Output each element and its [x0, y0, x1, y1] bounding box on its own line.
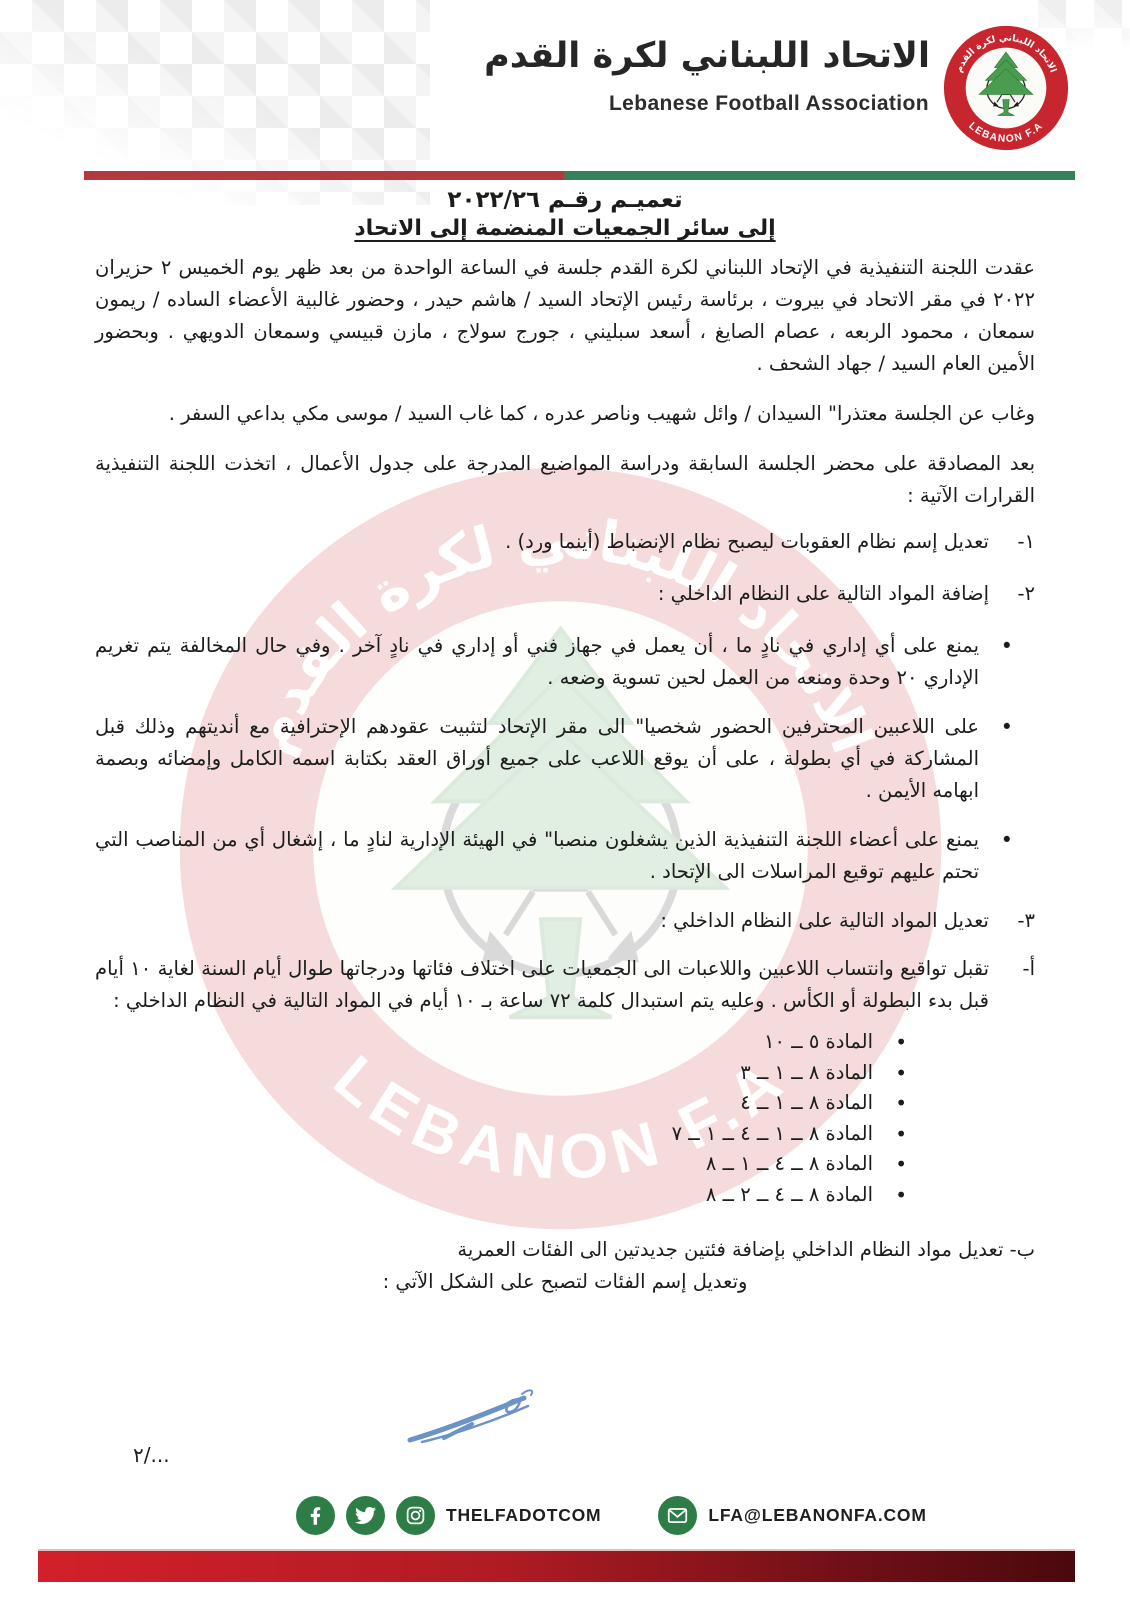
paragraph-absentees: وغاب عن الجلسة معتذرا" السيدان / وائل شهيب وناصر عدره ، كما غاب السيد / موسى مكي بداعي السفر .: [168, 402, 1035, 425]
decision-text: تعديل المواد التالية على النظام الداخلي :: [660, 909, 989, 932]
bullet-icon: •: [895, 1091, 907, 1115]
decision-number: ٣-: [1017, 909, 1035, 932]
email-address: LFA@LEBANONFA.COM: [708, 1505, 927, 1525]
decision-item-1: [95, 526, 1035, 558]
decision-text: إضافة المواد التالية على النظام الداخلي :: [657, 582, 989, 605]
sub-item-b-line2: وتعديل إسم الفئات لتصبح على الشكل الآتي :: [382, 1270, 748, 1293]
footer: [296, 1496, 927, 1535]
sub-item-marker: ب-: [1009, 1238, 1035, 1261]
article-item: [95, 1088, 907, 1119]
sub-item-text: تقبل تواقيع وانتساب اللاعبين واللاعبات الى الجمعيات على اختلاف فئاتها ودرجاتها طوال أيام السنة لغاية ١٠ أيام قبل بدء البطولة أو الكأس . وعليه يتم استبدال كلمة ٧٢ ساعة بـ ١٠ أيام في المواد التالية في النظام الداخلي :: [95, 957, 990, 1012]
social-handle: THELFADOTCOM: [446, 1505, 602, 1525]
article-item: [95, 1180, 907, 1211]
article-text: المادة ٨ ــ ١ ــ ٤: [740, 1091, 873, 1114]
article-text: المادة ٨ ــ ٤ ــ ١ ــ ٨: [705, 1152, 873, 1175]
twitter-icon: [346, 1496, 385, 1535]
article-text: المادة ٨ ــ ١ ــ ٤ ــ ١ ــ ٧: [671, 1121, 873, 1145]
bullet-icon: •: [895, 1152, 907, 1176]
sub-item-text: تعديل مواد النظام الداخلي بإضافة فئتين جديدتين الى الفئات العمرية: [457, 1238, 1004, 1261]
decision-item-2: [95, 578, 1035, 610]
paragraph-session: عقدت اللجنة التنفيذية في الإتحاد اللبناني لكرة القدم جلسة في الساعة الواحدة من بعد ظهر يوم الخميس ٢ حزيران ٢٠٢٢ في مقر الاتحاد في بيروت ، برئاسة رئيس الإتحاد السيد / هاشم حيدر ، وحضور غالبية الأعضاء الساده / ريمون سمعان ، محمود الربعه ، عصام الصايغ ، أسعد سبليني ، جورج سولاج ، مازن قبيسي وسمعان الدويهي . وبحضور الأمين العام السيد / جهاد الشحف .: [95, 256, 1036, 375]
article-item: [95, 1058, 907, 1089]
bullet-icon: •: [1000, 715, 1013, 739]
article-item: [95, 1149, 907, 1180]
lfa-crest-logo: [942, 24, 1070, 152]
bullet-icon: •: [895, 1060, 907, 1085]
page-number: ٢/...: [133, 1443, 170, 1467]
circular-title-block: [0, 187, 1130, 241]
decision-number: ١-: [1017, 530, 1035, 553]
bullet-text: يمنع على أعضاء اللجنة التنفيذية الذين يشغلون منصبا" في الهيئة الإدارية لنادٍ ما ، إشغال أي من المناصب التي تحتم عليهم توقيع المراسلات الى الإتحاد .: [95, 828, 979, 883]
header-divider: [84, 171, 1075, 180]
facebook-icon: [296, 1496, 335, 1535]
circular-recipient-line: إلى سائر الجمعيات المنضمة إلى الاتحاد: [354, 216, 776, 241]
document-body: [95, 252, 1035, 1298]
bullet-icon: •: [895, 1182, 907, 1207]
bullet-icon: •: [895, 1030, 907, 1054]
bullet-text: يمنع على أي إداري في نادٍ ما ، أن يعمل في جهاز فني أو إداري في نادٍ آخر . وفي حال المخالفة يتم تغريم الإداري ٢٠ وحدة ومنعه من العمل لحين تسوية وضعه .: [95, 634, 979, 689]
article-text: المادة ٨ ــ ٤ ــ ٢ ــ ٨: [705, 1182, 873, 1206]
bullet-item: [95, 711, 1035, 807]
instagram-icon: [396, 1496, 435, 1535]
bullet-icon: •: [1000, 828, 1013, 852]
bottom-bar: [38, 1549, 1075, 1582]
org-name-arabic: الاتحاد اللبناني لكرة القدم: [484, 36, 930, 76]
sub-item-b: [95, 1234, 1035, 1266]
bullet-item: [95, 824, 1035, 888]
signature-scribble: [404, 1386, 554, 1448]
decision-text: تعديل إسم نظام العقوبات ليصبح نظام الإنضباط (أينما ورد) .: [505, 530, 989, 553]
bullet-icon: •: [895, 1121, 907, 1146]
decision-item-3: [95, 905, 1035, 937]
article-item: [95, 1119, 907, 1150]
email-icon: [658, 1496, 697, 1535]
bullet-text: على اللاعبين المحترفين الحضور شخصيا" الى مقر الإتحاد لتثبيت عقودهم الإحترافية مع أنديتهم وذلك قبل المشاركة في أي بطولة ، على أن يوقع اللاعب على جميع أوراق العقد بكتابة اسمه الكامل وإمضائه وبصمة ابهامه الأيمن .: [95, 715, 979, 802]
article-item: [95, 1027, 907, 1058]
sub-item-marker: أ-: [1022, 957, 1035, 980]
article-text: المادة ٨ ــ ١ ــ ٣: [740, 1060, 873, 1084]
paragraph-decisions-intro: بعد المصادقة على محضر الجلسة السابقة ودراسة المواضيع المدرجة على جدول الأعمال ، اتخذت اللجنة التنفيذية القرارات الآتية :: [95, 452, 1035, 507]
bullet-item: [95, 630, 1035, 694]
article-text: المادة ٥ ــ ١٠: [764, 1030, 873, 1053]
decision-number: ٢-: [1017, 582, 1035, 605]
org-name-english: Lebanese Football Association: [608, 92, 929, 115]
bullet-icon: •: [1000, 634, 1013, 658]
sub-item-a: [95, 953, 1035, 1017]
circular-number-title: تعميـم رقـم ٢٠٢٢/٢٦: [447, 187, 683, 213]
articles-list: [95, 1027, 1035, 1210]
